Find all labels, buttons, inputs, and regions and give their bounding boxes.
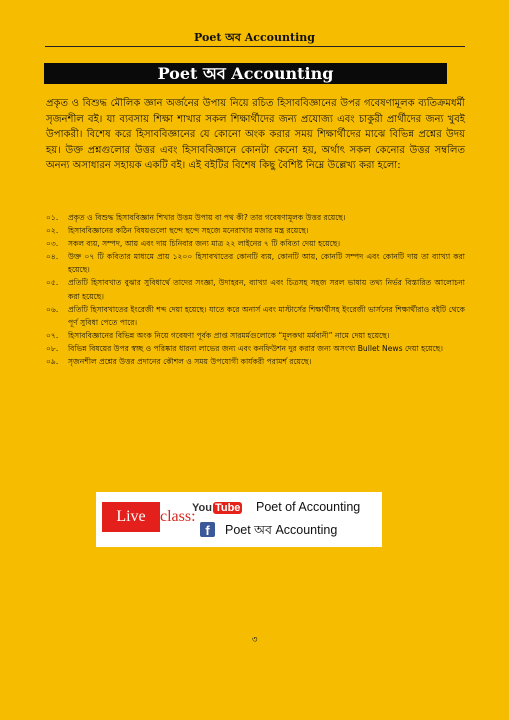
feature-list	[46, 211, 465, 368]
feature-number: ০১.	[46, 213, 59, 222]
feature-item	[46, 211, 465, 224]
feature-item	[46, 342, 465, 355]
feature-text: উক্ত ০৭ টি কবিতার মাধ্যমে প্রায় ১২০০ হিসাবখাতের কোনটি ব্যয়, কোনটি আয়, কোনটি সম্পদ এবং কোনটি দায় তা ব্যাখ্যা করা হয়েছে।	[68, 252, 465, 275]
feature-text: প্রকৃত ও বিশুদ্ধ হিসাববিজ্ঞান শিখার উত্তম উপায় বা পথ কী? তার গবেষণামূলক উত্তর রয়েছে।	[68, 213, 346, 222]
feature-item	[46, 355, 465, 368]
class-label: class:	[160, 502, 186, 532]
intro-paragraph: প্রকৃত ও বিশুদ্ধ মৌলিক জ্ঞান অর্জনের উপায় নিয়ে রচিত হিসাববিজ্ঞানের উপর গবেষণামূলক ব্যতিক্রমধর্মী সৃজনশীল বই। যা ব্যবসায় শিক্ষা শাখার সকল শিক্ষার্থীদের জন্য প্রযোজ্য এবং চাকুরী প্রার্থীদের জন্য খুবই উপাকরী। বিশেষ করে হিসাববিজ্ঞানের যে কোনো অংক করার সময় শিক্ষার্থীদের মাঝে বিভিন্ন প্রশ্নের উদয় হয়। উক্ত প্রশ্নগুলোর উত্তর এবং হিসাববিজ্ঞানে কোনটা কেনো হয়, অর্থাৎ সকল কেনোর উত্তর সম্বলিত অনন্য অসাধারন সহায়ক একটি বই। এই বইটির বিশেষ কিছু বৈশিষ্ট নিম্নে উল্লেখ্য করা হলো:	[46, 98, 465, 171]
feature-number: ০৪.	[46, 252, 59, 262]
page-number: ৩	[251, 635, 258, 645]
feature-text: সৃজনশীল প্রশ্নের উত্তর প্রদানের কৌশল ও সময় উপযোগী কার্যকরী পরামর্শ রয়েছে।	[68, 357, 312, 367]
feature-text: প্রতিটি হিসাবখাতের ইংরেজী শব্দ দেয়া হয়েছে। যাতে করে অনার্স এবং মাস্টার্সের শিক্ষার্থীসহ ইংরেজী ভার্সনের শিক্ষার্থীরাও বইটি থেকে পূর্ণ সুবিধা পেতে পারে।	[68, 304, 465, 327]
feature-text: হিসাববিজ্ঞানের বিভিন্ন অংক নিয়ে গবেষণা পূর্বক প্রাপ্ত সারমর্মগুলোকে “মূলকথা মর্মবানী” নামে দেয়া হয়েছে।	[68, 330, 390, 340]
feature-text: প্রতিটি হিসাবখাত বুঝার সুবিধার্থে তাদের সংজ্ঞা, উদাহরন, ব্যাখ্যা এবং চিত্রসহ সহজ সরল ভাষায় তথ্য নির্ভর বিস্তারিত আলোচনা করা হয়েছে।	[68, 278, 465, 301]
feature-number: ০৫.	[46, 278, 59, 288]
feature-number: ০৯.	[46, 357, 59, 367]
feature-number: ০৭.	[46, 330, 59, 340]
feature-number: ০৩.	[46, 239, 59, 249]
facebook-icon: f	[200, 522, 215, 537]
feature-text: বিভিন্ন বিষয়ের উপর স্বচ্ছ ও পরিষ্কার ধারনা লাভের জন্য এবং কনফিউশন দুর করার জন্য অসংখ্য Bullet News দেয়া হয়েছে।	[68, 343, 443, 353]
feature-item	[46, 224, 465, 237]
feature-item	[46, 329, 465, 342]
feature-number: ০৬.	[46, 304, 59, 314]
feature-item	[46, 303, 465, 329]
youtube-channel-name: Poet of Accounting	[256, 500, 361, 514]
youtube-logo-you: You	[192, 502, 212, 514]
running-header: Poet অব Accounting	[194, 31, 315, 44]
feature-text: হিসাববিজ্ঞানের কঠিন বিষয়গুলো ছন্দে ছন্দে সহজে মনেরাখার মজার মন্ত্র রয়েছে।	[68, 226, 309, 236]
feature-item	[46, 276, 465, 302]
feature-item	[46, 237, 465, 250]
live-label: Live	[102, 502, 160, 532]
title-banner: Poet অব Accounting	[44, 63, 447, 84]
facebook-page-name: Poet অব Accounting	[225, 523, 338, 537]
live-class-banner	[96, 492, 382, 547]
youtube-logo-tube: Tube	[214, 502, 241, 514]
feature-text: সকল ব্যয়, সম্পদ, আয় এবং দায় চিনিবার জন্য মাত্র ২২ লাইনের ৭ টি কবিতা দেয়া হয়েছে।	[68, 239, 341, 249]
feature-number: ০৮.	[46, 343, 59, 353]
header-rule	[45, 46, 465, 47]
feature-number: ০২.	[46, 226, 59, 236]
feature-item	[46, 250, 465, 276]
youtube-logo	[192, 501, 252, 515]
